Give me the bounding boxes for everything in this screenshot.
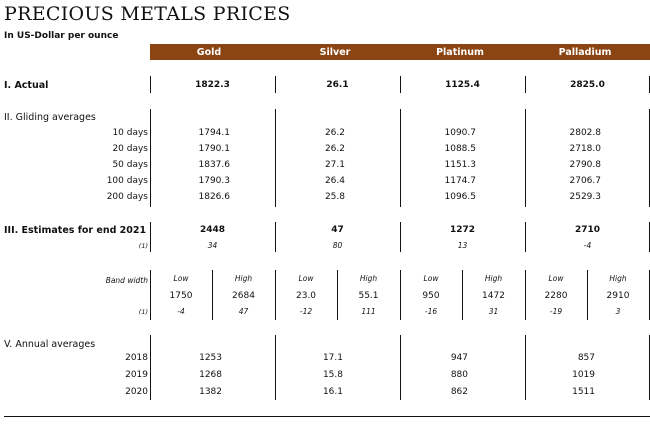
band-low-pct-silver: -12: [299, 307, 313, 316]
band-high-header: High: [609, 274, 627, 283]
band-low-header: Low: [298, 274, 314, 283]
gliding-palladium: 2706.7: [569, 176, 601, 186]
annual-row-label: 2020: [125, 387, 148, 397]
band-low-pct-gold: -4: [177, 307, 185, 316]
band-low-header: Low: [173, 274, 189, 283]
band-width-label: Band width: [105, 276, 148, 285]
divider: [150, 76, 151, 93]
bottom-rule: [4, 416, 650, 417]
estimate-pct-gold: 34: [207, 241, 218, 250]
gliding-palladium: 2802.8: [569, 128, 601, 138]
band-high-palladium: 2910: [606, 291, 630, 301]
gliding-gold: 1790.1: [198, 144, 230, 154]
gliding-silver: 26.2: [324, 128, 345, 138]
gliding-platinum: 1096.5: [444, 192, 476, 202]
gliding-gold: 1790.3: [198, 176, 230, 186]
band-low-platinum: 950: [422, 291, 440, 301]
gliding-gold: 1794.1: [198, 128, 230, 138]
actual-label: I. Actual: [4, 80, 49, 91]
band-footnote: (1): [138, 308, 148, 316]
gliding-silver: 26.2: [324, 144, 345, 154]
band-low-gold: 1750: [169, 291, 193, 301]
band-high-platinum: 1472: [482, 291, 505, 301]
band-high-pct-palladium: 3: [615, 307, 621, 316]
estimates-label: III. Estimates for end 2021: [4, 225, 147, 236]
band-low-header: Low: [423, 274, 439, 283]
band-low-palladium: 2280: [544, 291, 568, 301]
band-high-gold: 2684: [232, 291, 255, 301]
annual-platinum: 947: [450, 353, 468, 363]
annual-palladium: 857: [577, 353, 595, 363]
column-header-palladium: Palladium: [558, 47, 612, 58]
annual-row-label: 2018: [125, 353, 148, 363]
band-high-silver: 55.1: [358, 291, 379, 301]
band-high-pct-silver: 111: [361, 307, 376, 316]
annual-gold: 1268: [199, 370, 222, 380]
estimate-palladium: 2710: [574, 225, 601, 235]
band-high-pct-gold: 47: [238, 307, 249, 316]
band-low-pct-platinum: -16: [424, 307, 438, 316]
estimate-platinum: 1272: [449, 225, 476, 235]
estimates-footnote: (1): [138, 242, 148, 250]
annual-row-label: 2019: [125, 370, 148, 380]
gliding-silver: 27.1: [324, 160, 345, 170]
divider: [275, 76, 276, 93]
estimate-pct-palladium: -4: [583, 241, 592, 250]
estimate-pct-platinum: 13: [457, 241, 468, 250]
gliding-platinum: 1151.3: [444, 160, 476, 170]
gliding-palladium: 2718.0: [569, 144, 601, 154]
annual-label: V. Annual averages: [4, 339, 96, 350]
band-low-header: Low: [548, 274, 564, 283]
gliding-platinum: 1174.7: [444, 176, 476, 186]
gliding-row-label: 200 days: [106, 192, 148, 202]
column-header-platinum: Platinum: [436, 47, 484, 58]
band-low-pct-palladium: -19: [549, 307, 563, 316]
gliding-row-label: 20 days: [112, 144, 148, 154]
divider: [525, 76, 526, 93]
band-low-silver: 23.0: [295, 291, 317, 301]
band-high-header: High: [359, 274, 378, 283]
band-high-header: High: [234, 274, 253, 283]
gliding-gold: 1837.6: [198, 160, 230, 170]
annual-silver: 16.1: [322, 387, 343, 397]
gliding-platinum: 1090.7: [444, 128, 476, 138]
gliding-row-label: 100 days: [106, 176, 148, 186]
actual-gold: 1822.3: [195, 80, 230, 90]
annual-palladium: 1019: [572, 370, 595, 380]
page-title: PRECIOUS METALS PRICES: [4, 3, 291, 25]
gliding-palladium: 2529.3: [569, 192, 601, 202]
estimate-pct-silver: 80: [332, 241, 343, 250]
annual-gold: 1382: [199, 387, 222, 397]
actual-platinum: 1125.4: [445, 80, 480, 90]
band-high-header: High: [484, 274, 503, 283]
table-subtitle: In US-Dollar per ounce: [4, 31, 119, 41]
gliding-label: II. Gliding averages: [4, 112, 96, 123]
actual-palladium: 2825.0: [570, 80, 605, 90]
gliding-row-label: 50 days: [112, 160, 148, 170]
annual-platinum: 862: [450, 387, 468, 397]
gliding-silver: 26.4: [324, 176, 345, 186]
estimate-silver: 47: [331, 225, 344, 235]
annual-platinum: 880: [450, 370, 468, 380]
gliding-silver: 25.8: [324, 192, 345, 202]
annual-silver: 15.8: [322, 370, 343, 380]
gliding-row-label: 10 days: [112, 128, 148, 138]
annual-palladium: 1511: [572, 387, 595, 397]
gliding-platinum: 1088.5: [444, 144, 476, 154]
column-header-silver: Silver: [319, 47, 351, 58]
column-header-gold: Gold: [196, 47, 222, 58]
actual-silver: 26.1: [326, 80, 349, 90]
gliding-gold: 1826.6: [198, 192, 230, 202]
annual-gold: 1253: [199, 353, 222, 363]
divider: [400, 76, 401, 93]
annual-silver: 17.1: [322, 353, 343, 363]
estimate-gold: 2448: [199, 225, 226, 235]
gliding-palladium: 2790.8: [569, 160, 601, 170]
band-high-pct-platinum: 31: [488, 307, 499, 316]
